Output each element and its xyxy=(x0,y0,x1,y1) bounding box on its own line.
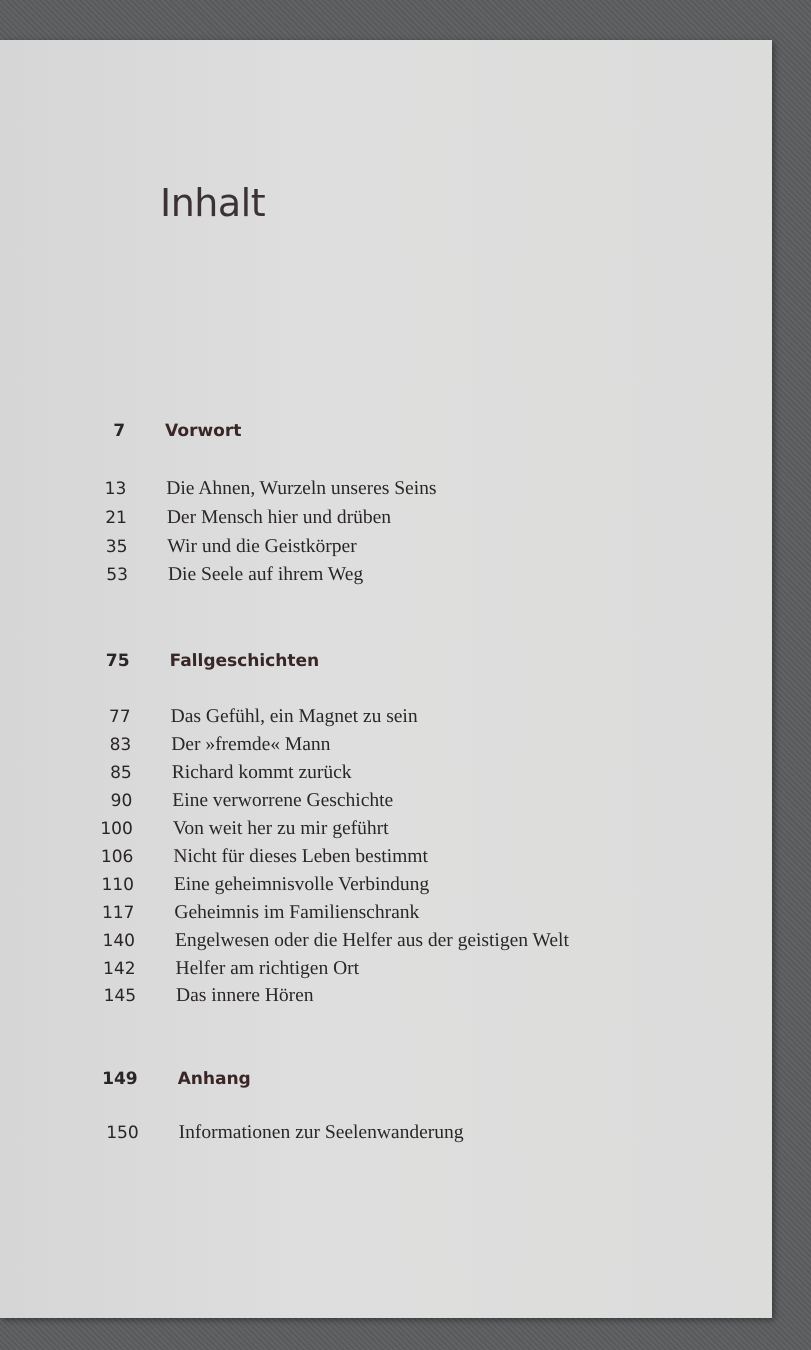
page-number: 110 xyxy=(101,875,135,895)
toc-entry xyxy=(10,930,569,958)
page-number: 90 xyxy=(110,791,133,811)
toc-entry xyxy=(6,734,331,762)
page-number: 150 xyxy=(106,1123,139,1143)
toc-entry xyxy=(13,1122,463,1150)
entry-title: Die Ahnen, Wurzeln unseres Seins xyxy=(166,478,437,499)
toc-entry xyxy=(10,958,359,986)
page-number: 145 xyxy=(103,986,137,1006)
page-number: 21 xyxy=(105,508,128,528)
toc-entry xyxy=(9,902,419,930)
page-number: 35 xyxy=(105,537,128,557)
toc-entry xyxy=(9,874,430,902)
entry-title: Eine geheimnisvolle Verbindung xyxy=(173,874,430,895)
section-heading: Fallgeschichten xyxy=(169,651,320,671)
toc-entry xyxy=(11,985,314,1013)
toc-entry xyxy=(2,507,392,535)
toc-section xyxy=(4,651,319,679)
entry-title: Wir und die Geistkörper xyxy=(167,536,357,557)
page-number: 100 xyxy=(100,819,134,839)
toc-entry xyxy=(7,762,352,790)
page-number: 13 xyxy=(104,479,127,499)
page-number: 117 xyxy=(101,903,135,923)
entry-title: Die Seele auf ihrem Weg xyxy=(167,564,364,585)
entry-title: Informationen zur Seelenwanderung xyxy=(178,1122,464,1143)
entry-title: Engelwesen oder die Helfer aus der geistigen Welt xyxy=(174,930,570,951)
page-number: 106 xyxy=(100,847,134,867)
page-number: 85 xyxy=(109,763,132,783)
toc-entry xyxy=(1,478,437,506)
entry-title: Eine verworrene Geschichte xyxy=(172,790,394,811)
toc-entry xyxy=(7,790,393,818)
entry-title: Helfer am richtigen Ort xyxy=(175,958,360,979)
entry-title: Der Mensch hier und drüben xyxy=(166,507,392,528)
page-title: Inhalt xyxy=(160,181,266,226)
page-number: 53 xyxy=(106,565,129,585)
toc-entry xyxy=(8,818,389,846)
toc-section xyxy=(0,421,242,449)
section-heading: Anhang xyxy=(177,1069,251,1089)
page-number: 140 xyxy=(102,931,136,951)
table-of-contents xyxy=(0,40,789,1318)
entry-title: Geheimnis im Familienschrank xyxy=(174,902,420,923)
page-number: 83 xyxy=(109,735,132,755)
page-number: 75 xyxy=(105,651,130,671)
entry-title: Richard kommt zurück xyxy=(171,762,352,783)
toc-entry xyxy=(3,564,364,592)
section-heading: Vorwort xyxy=(165,421,242,441)
toc-entry xyxy=(2,536,357,564)
entry-title: Das Gefühl, ein Magnet zu sein xyxy=(170,706,418,727)
page-number: 77 xyxy=(108,707,131,727)
entry-title: Der »fremde« Mann xyxy=(171,734,331,755)
book-page xyxy=(0,40,772,1318)
page-number: 7 xyxy=(113,421,126,441)
entry-title: Von weit her zu mir geführt xyxy=(172,818,389,839)
page-number: 142 xyxy=(102,959,136,979)
toc-entry xyxy=(5,706,417,734)
entry-title: Nicht für dieses Leben bestimmt xyxy=(173,846,429,867)
toc-section xyxy=(12,1069,251,1097)
entry-title: Das innere Hören xyxy=(175,985,314,1006)
toc-entry xyxy=(8,846,428,874)
page-number: 149 xyxy=(101,1069,138,1089)
